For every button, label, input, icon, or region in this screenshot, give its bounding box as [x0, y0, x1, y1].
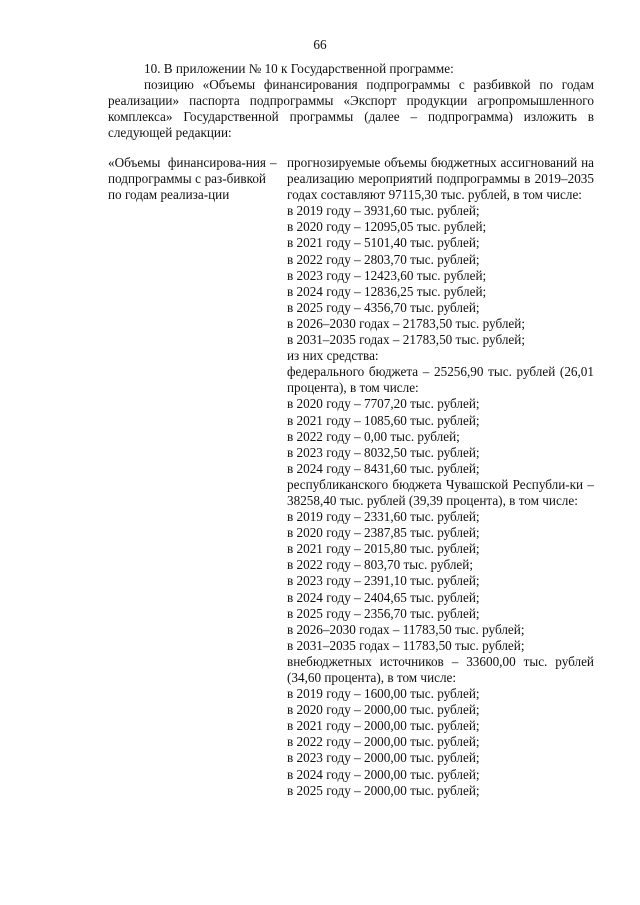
funding-year-line: в 2026–2030 годах – 21783,50 тыс. рублей; [287, 315, 525, 331]
funding-year-line: в 2022 году – 2803,70 тыс. рублей; [287, 251, 480, 267]
funding-year-line: в 2021 году – 5101,40 тыс. рублей; [287, 235, 480, 251]
funding-year-line: в 2020 году – 2000,00 тыс. рублей; [287, 702, 480, 718]
extra-budget-funding-text: внебюджетных источников – 33600,00 тыс. рублей (34,60 процента), в том числе: [287, 653, 594, 685]
total-years-list [287, 203, 594, 348]
funding-year-line: в 2023 году – 8032,50 тыс. рублей; [287, 444, 480, 460]
funding-year-line: в 2020 году – 2387,85 тыс. рублей; [287, 525, 480, 541]
funding-year-line: в 2024 году – 8431,60 тыс. рублей; [287, 460, 480, 476]
funding-year-line: в 2022 году – 0,00 тыс. рублей; [287, 428, 460, 444]
funding-year-line: в 2025 году – 2000,00 тыс. рублей; [287, 782, 480, 798]
funding-year-line: в 2023 году – 2391,10 тыс. рублей; [287, 573, 480, 589]
funding-year-line: в 2019 году – 2331,60 тыс. рублей; [287, 509, 480, 525]
funding-year-line: в 2026–2030 годах – 11783,50 тыс. рублей; [287, 621, 525, 637]
funding-year-line: в 2022 году – 803,70 тыс. рублей; [287, 557, 473, 573]
funding-year-line: в 2021 году – 1085,60 тыс. рублей; [287, 412, 480, 428]
funding-year-line: в 2020 году – 7707,20 тыс. рублей; [287, 396, 480, 412]
funding-year-line: в 2024 году – 2404,65 тыс. рублей; [287, 589, 480, 605]
republic-years-list [287, 509, 594, 654]
federal-funding-text: федерального бюджета – 25256,90 тыс. рублей (26,01 процента), в том числе: [287, 364, 594, 396]
funding-year-line: в 2024 году – 2000,00 тыс. рублей; [287, 766, 480, 782]
funding-year-line: в 2020 году – 12095,05 тыс. рублей; [287, 219, 487, 235]
funding-year-line: в 2025 году – 4356,70 тыс. рублей; [287, 299, 480, 315]
funding-year-line: в 2023 году – 2000,00 тыс. рублей; [287, 750, 480, 766]
page-number: 66 [313, 37, 327, 52]
funding-year-line: в 2019 году – 3931,60 тыс. рублей; [287, 203, 480, 219]
of-them-text: из них средства: [287, 348, 379, 364]
total-funding-text: прогнозируемые объемы бюджетных ассигнований на реализацию мероприятий подпрограммы в 2019–2035 годах составляют 97115,30 тыс. рублей, в том числе: [287, 155, 594, 203]
funding-year-line: в 2025 году – 2356,70 тыс. рублей; [287, 605, 480, 621]
funding-year-line: в 2021 году – 2015,80 тыс. рублей; [287, 541, 480, 557]
federal-years-list [287, 396, 594, 476]
intro-heading: 10. В приложении № 10 к Государственной программе: [144, 61, 454, 76]
intro-paragraph: позицию «Объемы финансирования подпрограммы с разбивкой по годам реализации» паспорта подпрограммы «Экспорт продукции агропромышленного комплекса» Государственной программы (далее – подпрограмма) изложить в следующей редакции: [108, 77, 594, 141]
table-right-column [287, 155, 594, 799]
funding-year-line: в 2021 году – 2000,00 тыс. рублей; [287, 718, 480, 734]
funding-year-line: в 2022 году – 2000,00 тыс. рублей; [287, 734, 480, 750]
funding-year-line: в 2031–2035 годах – 21783,50 тыс. рублей; [287, 332, 525, 348]
table-dash: – [270, 155, 277, 170]
republic-funding-text: республиканского бюджета Чувашской Республи-ки – 38258,40 тыс. рублей (39,39 процента), в том числе: [287, 476, 594, 508]
funding-year-line: в 2031–2035 годах – 11783,50 тыс. рублей; [287, 637, 525, 653]
funding-year-line: в 2019 году – 1600,00 тыс. рублей; [287, 686, 480, 702]
extra-years-list [287, 686, 594, 799]
funding-year-line: в 2023 году – 12423,60 тыс. рублей; [287, 267, 487, 283]
funding-year-line: в 2024 году – 12836,25 тыс. рублей; [287, 283, 487, 299]
intro-section [108, 61, 594, 141]
table-left-label: «Объемы финансирова-ния подпрограммы с раз-бивкой по годам реализа-ции [108, 155, 266, 203]
